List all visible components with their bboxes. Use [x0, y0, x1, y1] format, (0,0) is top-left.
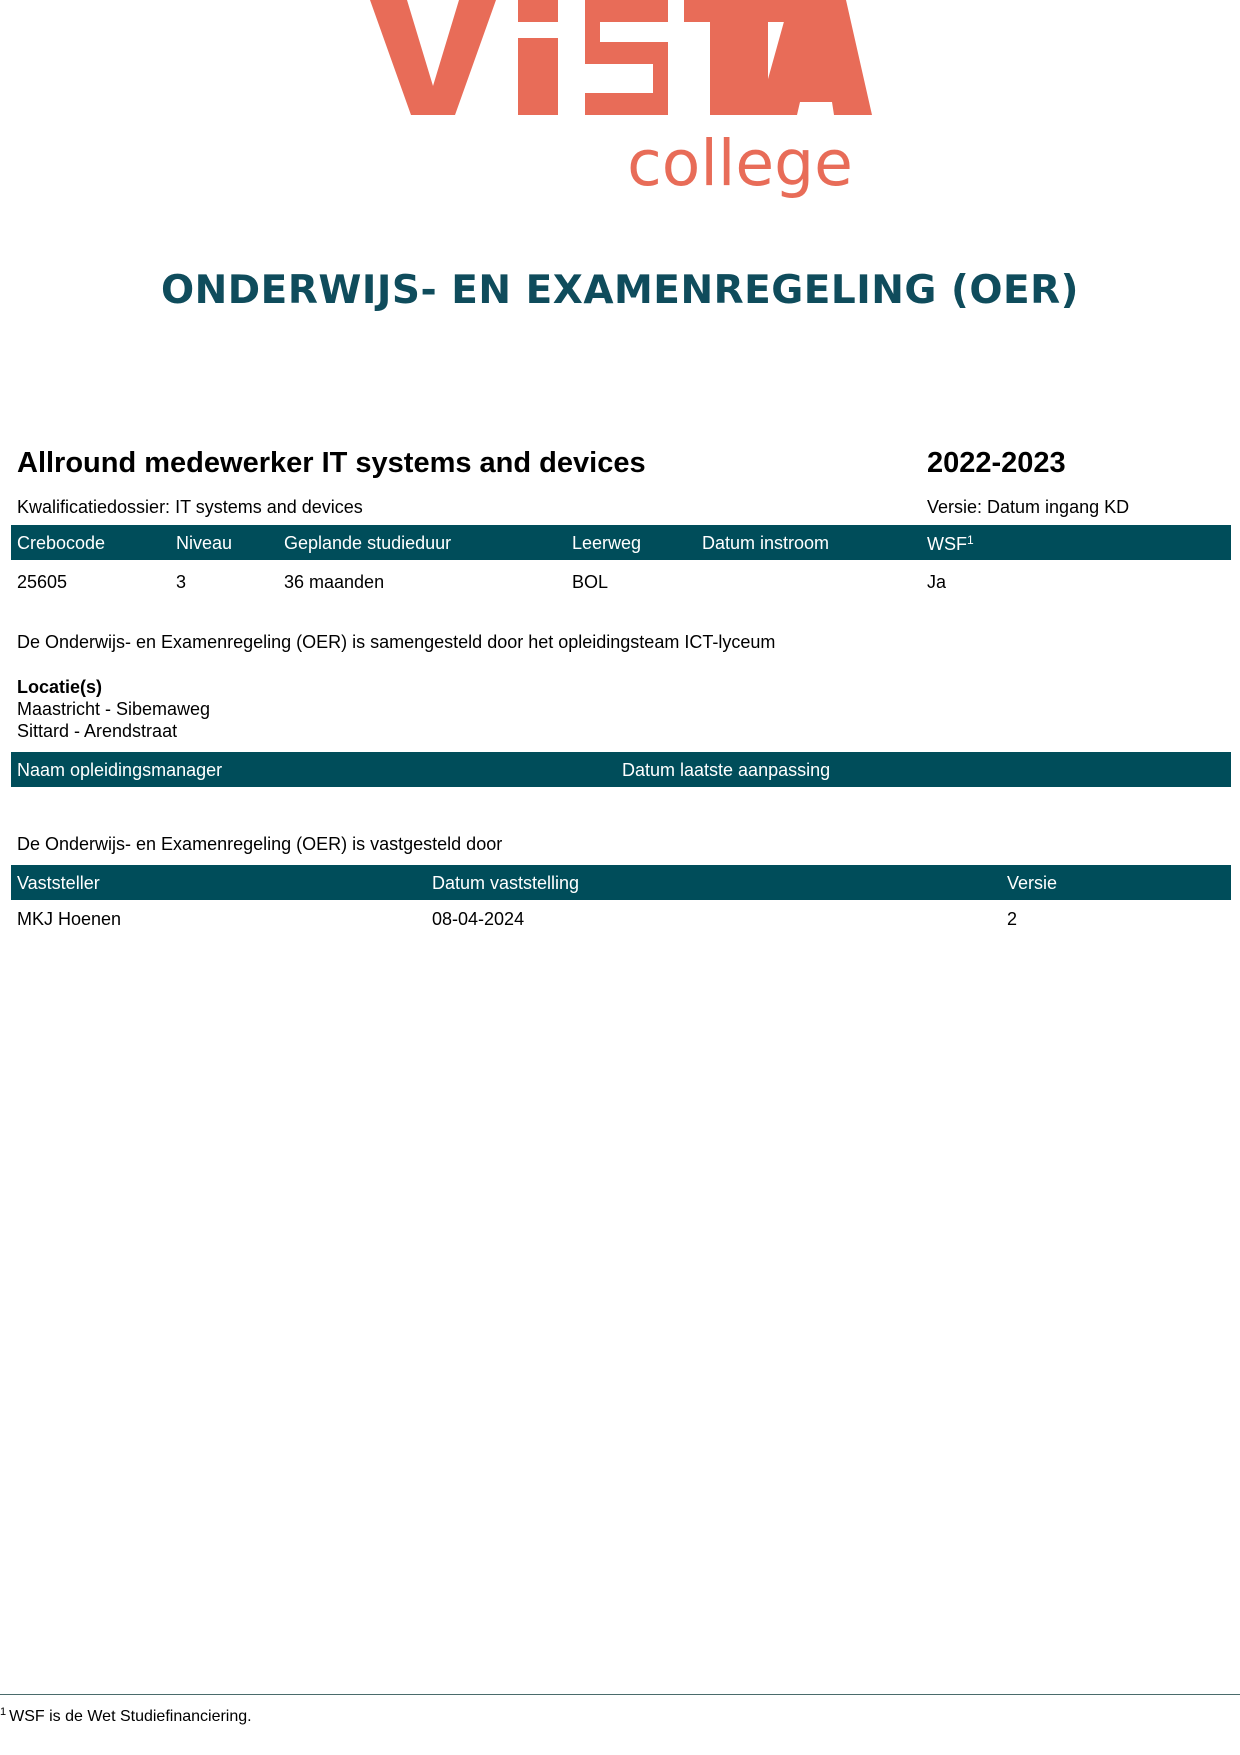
cell-wsf: Ja: [927, 572, 947, 592]
header-wsf-label: WSF: [927, 534, 967, 554]
header-instroom: Datum instroom: [702, 533, 830, 553]
document-title: ONDERWIJS- EN EXAMENREGELING (OER): [161, 268, 1079, 313]
info-table-header: [11, 525, 1231, 560]
footnote-text: WSF is de Wet Studiefinanciering.: [9, 1708, 252, 1725]
academic-year: 2022-2023: [927, 447, 1066, 479]
vista-college-logo: [0, 0, 1240, 210]
cell-datum-vaststelling: 08-04-2024: [432, 909, 525, 929]
program-title: Allround medewerker IT systems and devices: [17, 447, 646, 479]
cell-vaststeller: MKJ Hoenen: [17, 909, 122, 929]
version-note: Versie: Datum ingang KD: [927, 497, 1130, 517]
header-wsf: [927, 533, 974, 555]
footnote-ref: 1: [967, 533, 974, 547]
footnote-marker: 1: [0, 1706, 7, 1718]
header-studieduur: Geplande studieduur: [284, 533, 452, 553]
kwalificatiedossier: Kwalificatiedossier: IT systems and devices: [17, 497, 363, 517]
cell-studieduur: 36 maanden: [284, 572, 385, 592]
header-versie: Versie: [1007, 873, 1058, 893]
composed-by-text: De Onderwijs- en Examenregeling (OER) is samengesteld door het opleidingsteam ICT-lyceum: [17, 632, 776, 652]
svg-text:college: college: [627, 127, 853, 200]
footnote-divider: [0, 1694, 1240, 1695]
header-niveau: Niveau: [176, 533, 233, 553]
cell-leerweg: BOL: [572, 572, 609, 592]
header-datum-vaststelling: Datum vaststelling: [432, 873, 580, 893]
approval-table-header: [11, 865, 1231, 900]
header-manager-naam: Naam opleidingsmanager: [17, 760, 223, 780]
established-by-text: De Onderwijs- en Examenregeling (OER) is vastgesteld door: [17, 834, 503, 854]
cell-versie: 2: [1007, 909, 1018, 929]
locations-heading: Locatie(s): [17, 677, 103, 697]
header-laatste-aanpassing: Datum laatste aanpassing: [622, 760, 831, 780]
location-item: Sittard - Arendstraat: [17, 721, 178, 741]
manager-table-header: [11, 752, 1231, 787]
cell-niveau: 3: [176, 572, 187, 592]
header-vaststeller: Vaststeller: [17, 873, 100, 893]
cell-crebocode: 25605: [17, 572, 68, 592]
header-leerweg: Leerweg: [572, 533, 642, 553]
footnote: [0, 1706, 252, 1726]
location-item: Maastricht - Sibemaweg: [17, 699, 211, 719]
header-crebocode: Crebocode: [17, 533, 106, 553]
